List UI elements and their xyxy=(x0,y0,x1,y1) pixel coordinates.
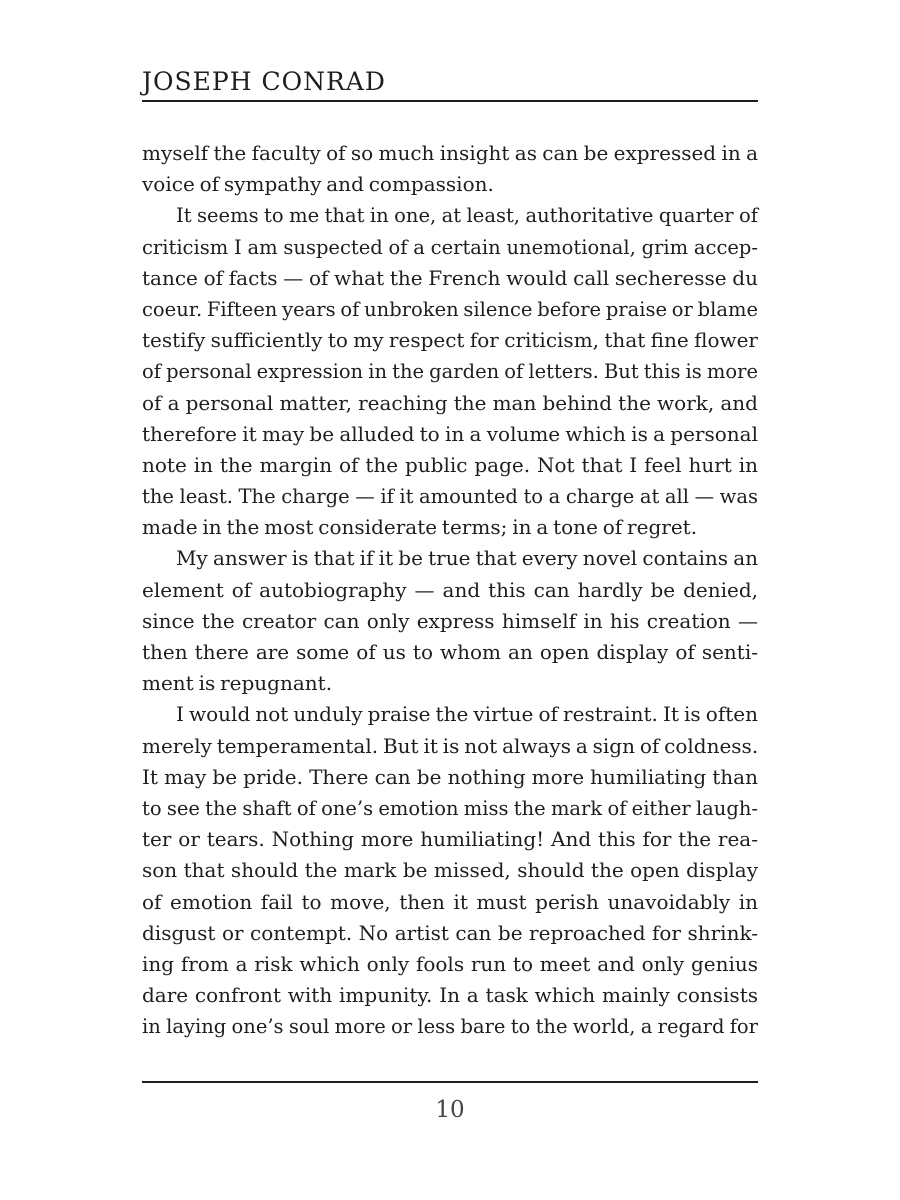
text-line: coeur. Fifteen years of unbroken silence before praise or blame xyxy=(142,297,758,321)
text-line: element of autobiography — and this can hardly be denied, xyxy=(142,577,758,602)
text-line: of a personal matter, reaching the man behind the work, and xyxy=(142,390,758,415)
text-line: ment is repugnant. xyxy=(142,671,333,696)
text-line: ter or tears. Nothing more humiliating! And this for the rea- xyxy=(142,827,758,852)
text-line: tance of facts — of what the French would call secheresse du xyxy=(142,265,758,290)
text-line: the least. The charge — if it amounted to a charge at all — was xyxy=(142,485,758,509)
text-line: My answer is that if it be true that every novel contains an xyxy=(176,546,758,571)
text-line: then there are some of us to whom an open display of senti- xyxy=(142,640,758,664)
text-line: testify sufficiently to my respect for criticism, that fine flower xyxy=(142,328,758,353)
text-line: therefore it may be alluded to in a volume which is a personal xyxy=(142,421,758,446)
text-line: to see the shaft of one’s emotion miss the mark of either laugh- xyxy=(142,796,758,820)
text-line: of personal expression in the garden of letters. But this is more xyxy=(142,360,758,384)
text-line: merely temperamental. But it is not always a sign of coldness. xyxy=(142,733,759,758)
text-line: note in the margin of the public page. Not that I feel hurt in xyxy=(142,452,758,477)
text-line: It may be pride. There can be nothing more humiliating than xyxy=(142,764,758,789)
text-line: son that should the mark be missed, should the open display xyxy=(142,858,758,883)
header-rule xyxy=(142,100,758,102)
text-line: dare confront with impunity. In a task which mainly consists xyxy=(142,983,758,1008)
text-line: ing from a risk which only fools run to meet and only genius xyxy=(142,951,758,976)
running-head: JOSEPH CONRAD xyxy=(142,67,386,96)
text-line: since the creator can only express himself in his creation — xyxy=(142,608,758,633)
text-line: disgust or contempt. No artist can be reproached for shrink- xyxy=(142,920,758,945)
body-text xyxy=(142,138,758,1042)
text-line: voice of sympathy and compassion. xyxy=(142,172,494,197)
text-line: It seems to me that in one, at least, authoritative quarter of xyxy=(176,204,758,228)
text-line: criticism I am suspected of a certain unemotional, grim accep- xyxy=(142,235,758,259)
footer-rule xyxy=(142,1081,758,1083)
page-number: 10 xyxy=(435,1097,465,1123)
text-line: myself the faculty of so much insight as can be expressed in a xyxy=(142,141,758,165)
text-line: of emotion fail to move, then it must perish unavoidably in xyxy=(142,889,758,914)
text-line: in laying one’s soul more or less bare to the world, a regard for xyxy=(142,1015,758,1039)
text-line: made in the most considerate terms; in a tone of regret. xyxy=(142,515,698,540)
text-line: I would not unduly praise the virtue of restraint. It is often xyxy=(176,702,758,727)
